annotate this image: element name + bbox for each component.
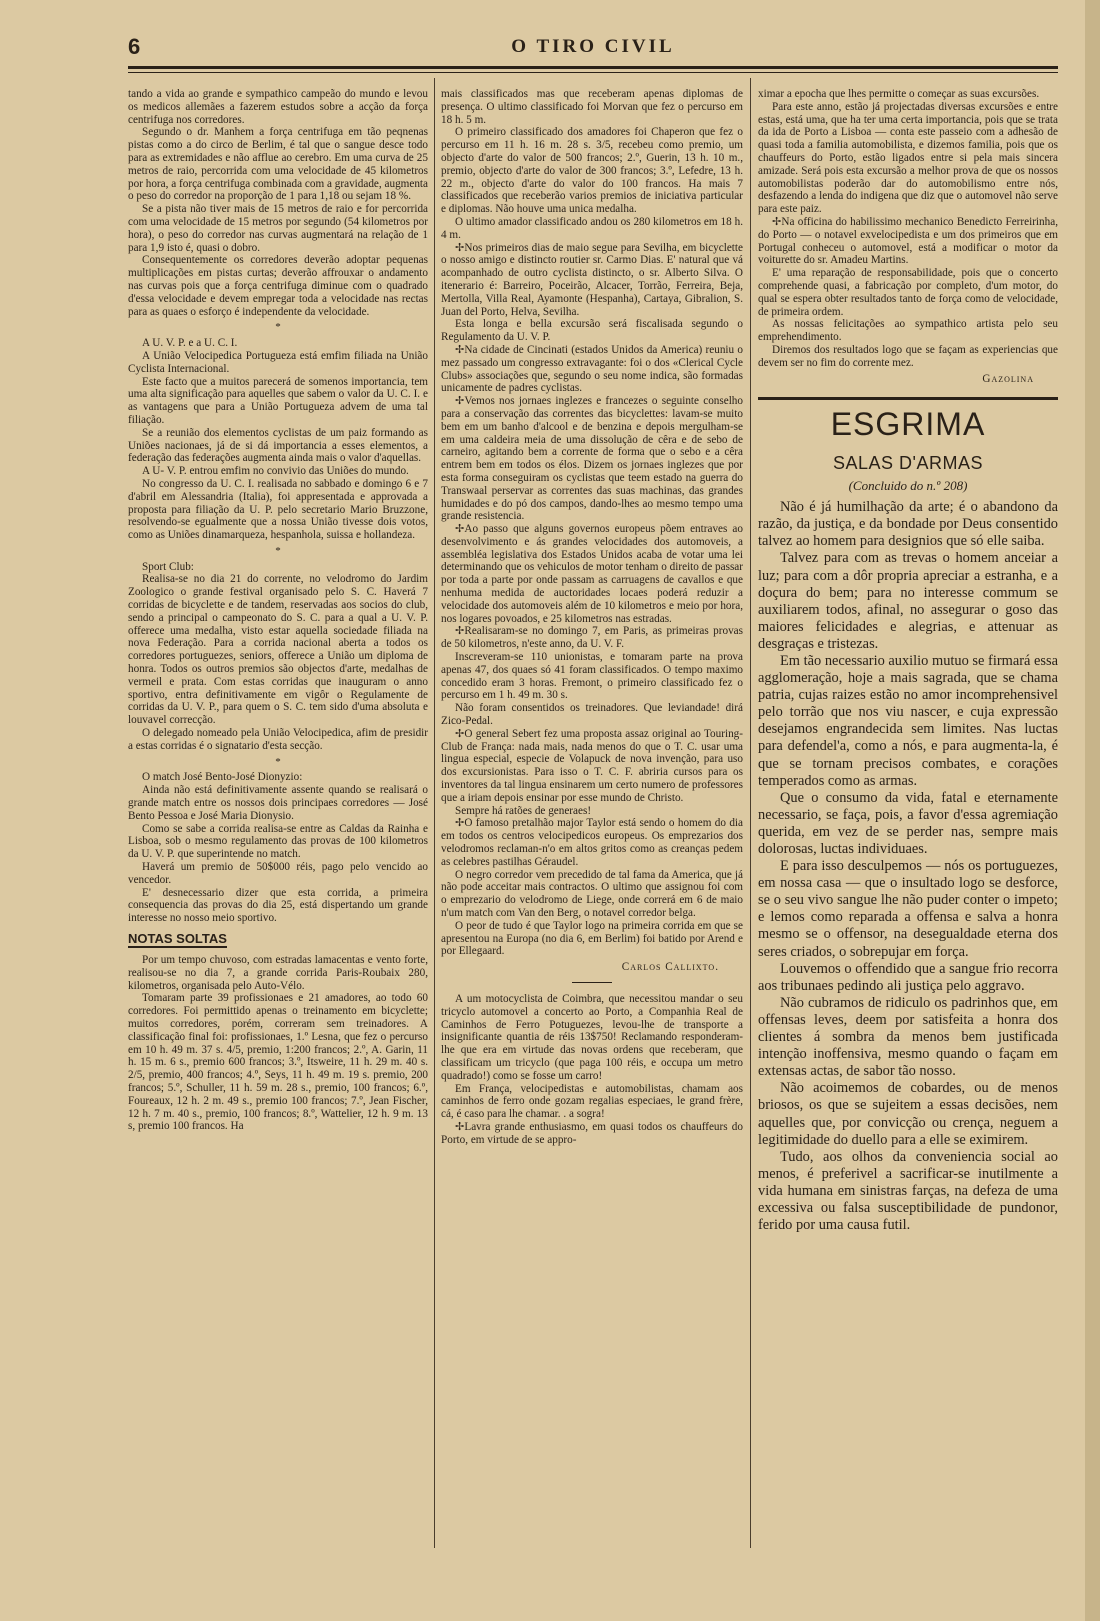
paragraph: Tomaram parte 39 profissionaes e 21 amadores, ao todo 60 corredores. Foi permittido apenas o treinamento em bicyclette; muitos corredores, porém, correram sem treinadores. A classificação final foi: profissionaes, 1.º Lesna, que fez o percurso em 10 h. 49 m. 37 s. 4/5, premio, 1:200 francos; 2.º, A. Garin, 11 h. 15 m. 6 s., premio 600 francos; 3.º, Itsweire, 11 h. 29 m. 40 s. 2/5, premio, 400 francos; 4.º, Seys, 11 h. 49 m. 19 s. premio, 200 francos; 5.º, Schuller, 11 h. 59 m. 28 s., premio, 100 francos; 6.º, Foureaux, 12 h. 2 m. 49 s., premio 100 francos; 7.º, Jean Fischer, 12 h. 7 m. 40 s., premio, 100 francos; 8.º, Wattelier, 12 h. 9 m. 13 s, premio 100 francos. Ha [128,992,428,1133]
paragraph: Este facto que a muitos parecerá de somenos importancia, tem uma alta significação para aquelles que sabem o valor da U. C. I. e as vantagens que para a União Portugueza advem de uma tal filiação. [128,375,428,426]
esgrima-article [758,499,1058,1234]
section-title: ESGRIMA [830,406,986,443]
paragraph: Realisa-se no dia 21 do corrente, no velodromo do Jardim Zoologico o grande festival organisado pelo S. C. Haverá 7 corridas de bicyclette e de tandem, reservadas aos socios do club, sendo a principal o campeonato do S. C. para a qual a U. V. P. offerece uma medalha, visto estar aquella sociedade filiada na nova Federação. Para a corrida nacional aberta a todos os corredores portuguezes, seniors, offerece a União um diploma de honra. Todos os outros premios são objectos d'arte, medalhas de vermeil e prata. Com estas corridas que inauguram o anno sportivo, entra definitivamente em vigôr o Regulamente de corridas da U. V. P., para quem o S. C. tem sido d'uma absoluta e louvavel correcção. [128,573,428,727]
paragraph: Esta longa e bella excursão será fiscalisada segundo o Regulamento da U. V. P. [441,318,743,344]
paragraph: Para este anno, estão já projectadas diversas excursões e entre estas, está uma, que ha ter uma certa importancia, pois que se trata da ida de Porto a Lisboa — conta este passeio com a adhesão de quasi toda a familia automobilista, e dizemos familia, pois que os chauffeurs do Porto, estão ligados entre si pela mais sincera amizade. Será pois esta excursão a melhor prova de que os nossos automobilistas poderão dar do automobilismo entre nós, desfazendo a lenda do indigena que diz que o automovel não serve para este paiz. [758,100,1058,216]
author-signature: Carlos Callixto. [621,961,719,974]
paragraph: Sempre há ratões de generaes! [455,804,592,817]
author-signature: Gazolina [982,372,1034,385]
paragraph: A U- V. P. entrou emfim no convivio das Uniões do mundo. [142,465,409,478]
section-rule [758,397,1058,400]
paragraph: ✢O famoso pretalhão major Taylor está sendo o homem do dia em todos os centros velocipedicos europeus. Os emprezarios dos velodromos reclaman-n'o em altos gritos como as creanças pedem as celebres pastilhas Géraudel. [441,817,743,868]
newspaper-title: O TIRO CIVIL [511,36,675,57]
article-title: SALAS D'ARMAS [833,453,983,474]
paragraph: Consequentemente os corredores deverão adoptar pequenas multiplicações em pistas curtas; deverão affrouxar o andamento nas curvas pois que a força centrifuga diminue com o quadrado d'essa velocidade e devem empregar toda a velocidade nas rectas para as quaes o esforço é independente da velocidade. [128,254,428,318]
page-header [128,30,1058,70]
paragraph: Tudo, aos olhos da conveniencia social ao menos, é preferivel a sacrificar-se inutilmente a vida humana em sinistras farças, na defeza de uma excessiva ou falsa susceptibilidade de pundonor, ferido por uma causa futil. [758,1148,1058,1234]
column-divider-2 [750,78,751,1548]
header-rule-thin [128,72,1058,73]
page-edge [1085,0,1100,1621]
section-heading: A U. V. P. e a U. C. I. [142,337,238,350]
section-heading: Sport Club: [142,560,194,573]
paragraph: Não foram consentidos os treinadores. Que leviandade! dirá Zico-Pedal. [441,702,743,728]
paragraph: O negro corredor vem precedido de tal fama da America, que já não pode acceitar mais contractos. O ultimo que assignou foi com o emprezario do velodromo de Liege, onde correrá em 6 de maio n'um match com Van den Berg, o notavel corredor belga. [441,868,743,919]
page-number: 6 [128,34,141,59]
paragraph: O peor de tudo é que Taylor logo na primeira corrida em que se apresentou na Europa (no dia 6, em Berlim) foi batido por Arend e por Ellegaard. [441,919,743,958]
paragraph: ✢Realisaram-se no domingo 7, em Paris, as primeiras provas de 50 kilometros, n'este anno, da U. V. F. [441,625,743,651]
column-1 [128,88,428,1133]
paragraph: ✢Vemos nos jornaes inglezes e francezes o seguinte conselho para a conservação das correntes das bicyclettes: lavam-se muito bem em um banho d'alcool e de benzina e depois mergulham-se em uma caldeira meia de uma dissolução de cêra e de sebo de carneiro, agitando bem a corrente de forma que o sebo e a cêra entrem bem em todos os élos. Dizem os jornaes inglezes que por esta forma conseguiram os cyclistas que teem estado na guerra do Transwaal perservar as correntes das suas machinas, das grandes humidades e do pó dos campos, dando-lhes ao mesmo tempo uma grande resistencia. [441,395,743,523]
header-rule [128,66,1058,69]
paragraph: Em tão necessario auxilio mutuo se firmará essa agglomeração, hoje a mais sagrada, que se chama patria, cujas raizes estão no amor incomprehensivel pelo torrão que nos viu nascer, e cuja expressão desejamos engrandecida sem limites. Nas luctas para defendel'a, como a nós, e para augmenta-la, é que se tornam precisos combates, e corações temperados como as armas. [758,652,1058,789]
paragraph: Talvez para com as trevas o homem anceiar a luz; para com a dôr propria apreciar a estranha, e a doçura do bem; para no interesse commum se auxiliarem todos, afinal, no assegurar o goso das maiores felicidades e alegrias, e attenuar as desgraças e tristezas. [758,550,1058,652]
paragraph: Diremos dos resultados logo que se façam as experiencias que devem ser no fim do corrente mez. [758,343,1058,369]
paragraph: Não cubramos de ridiculo os padrinhos que, em offensas leves, deem por satisfeita a honra dos clientes á sombra da menos bem justificada intenção inoffensiva, mesmo quando o façam em extensas actas, de sabor tão nosso. [758,994,1058,1080]
paragraph: Segundo o dr. Manhem a força centrifuga em tão peqnenas pistas como a do circo de Berlim, é tal que o sangue desce todo para as extremidades e não afflue ao cerebro. Em uma curva de 25 metros de raio, percorrida com uma velocidade de 45 kilometros por hora, a força centrifuga combinada com a gravidade, augmenta o peso do corredor na proporção de 1 para 1,18 ou sejam 18 %. [128,126,428,203]
paragraph: A União Velocipedica Portugueza está emfim filiada na União Cyclista Internacional. [128,349,428,375]
paragraph: Ainda não está definitivamente assente quando se realisará o grande match entre os nossos dois principaes corredores — José Bento Pessoa e José Maria Dionysio. [128,784,428,822]
column-divider-1 [434,78,435,1548]
paragraph: Não é já humilhação da arte; é o abandono da razão, da justiça, e da bondade por Deus consentido talvez ao homem para designios que só elle saiba. [758,499,1058,550]
paragraph: Não acoimemos de cobardes, ou de menos briosos, os que se sujeitem a essas decisões, nem aquelles que, por convicção ou crença, neguem a legitimidade do duello para a elle se eximirem. [758,1080,1058,1148]
paragraph: ✢Nos primeiros dias de maio segue para Sevilha, em bicyclette o nosso amigo e distincto routier sr. Carmo Dias. E' natural que vá acompanhado de outro cyclista distincto, o sr. Alberto Silva. O itenerario é: Barreiro, Poceirão, Alcacer, Torrão, Ferreira, Beja, Mertolla, Villa Real, Ayamonte (Hespanha), Cartaya, Gibralion, S. Juan del Porto, Helva, Sevilha. [441,241,743,318]
paragraph: ✢Lavra grande enthusiasmo, em quasi todos os chauffeurs do Porto, em virtude de se appro- [441,1120,743,1146]
paragraph: E' desnecessario dizer que esta corrida, a primeira consequencia das provas do dia 25, está dispertando um grande interesse no nosso meio sportivo. [128,886,428,925]
paragraph: E' uma reparação de responsabilidade, pois que o concerto comprehende quasi, a fabricação por completo, d'um motor, do qual se espera obter resultados tanto de força como de velocidade, de primeira ordem. [758,267,1058,318]
paragraph: Por um tempo chuvoso, com estradas lamacentas e vento forte, realisou-se no dia 7, a grande corrida Paris-Roubaix 280, kilometros, organisada pelo Auto-Vélo. [128,954,428,992]
paragraph: Em França, velocipedistas e automobilistas, chamam aos caminhos de ferro onde gozam regalias especiaes, le grand frère, cá, é caso para lhe chamar. . a sogra! [441,1082,743,1121]
article-separator [572,982,612,983]
paragraph: Que o consumo da vida, fatal e eternamente necessario, se faça, pois, a favor d'essa agremiação querida, em vez de se perder nas, sempre mais dolorosas, luctas individuaes. [758,789,1058,857]
column-2 [441,88,743,1147]
paragraph: A um motocyclista de Coimbra, que necessitou mandar o seu tricyclo automovel a concerto ao Porto, a Companhia Real de Caminhos de Ferro Potuguezes, levou-lhe de transporte a insignificante quantia de réis 13$750! Reclamando responderam-lhe que era em virtude das novas ordens que receberam, que classificam um tricyclo (que paga 100 réis, e occupa um metro quadrado!) como se fosse um carro! [441,992,743,1082]
paragraph: ✢Na cidade de Cincinati (estados Unidos da America) reuniu o mez passado um congresso extravagante: foi o dos «Clerical Cycle Clubs» associações que, segundo o seu nome indica, são formadas unicamente de padres cyclistas. [441,343,743,395]
paragraph: O delegado nomeado pela União Velocipedica, afim de presidir a estas corridas é o signatario d'esta secção. [128,727,428,752]
paragraph: Se a reunião dos elementos cyclistas de um paiz formando as Uniões nacionaes, já de si dá importancia a esses elementos, a federação das federações augmenta ainda mais o valor d'aquellas. [128,426,428,465]
paragraph: Louvemos o offendido que a sangue frio recorra aos tribunaes pedindo ali justiça pelo aggravo. [758,960,1058,994]
paragraph: ✢O general Sebert fez uma proposta assaz original ao Touring-Club de França: nada mais, nada menos do que o T. C. usar uma lingua especial, especie de Volapuck de nova invenção, para uso dos excursionistas. Para isso o T. C. F. abriria cursos para os inventores da tal lingua ensinarem um certo numero de professores que a iriam depois ensinar por esse mundo de Christo. [441,727,743,804]
column-3 [758,88,1058,1234]
continuation-note: (Concluido do n.º 208) [848,478,968,494]
section-separator: * [275,321,281,334]
section-separator: * [275,544,281,557]
paragraph: Como se sabe a corrida realisa-se entre as Caldas da Rainha e Lisboa, sob o mesmo regulamento das provas de 100 kilometros da U. V. P. que superintende no match. [128,822,428,861]
paragraph: mais classificados mas que receberam apenas diplomas de presença. O ultimo classificado foi Morvan que fez o percurso em 18 h. 5 m. [441,88,743,126]
notas-soltas-heading: NOTAS SOLTAS [128,931,227,946]
paragraph: ✢Na officina do habilissimo mechanico Benedicto Ferreirinha, do Porto — o notavel exvelocipedista e um dos primeiros que em Portugal conheceu o automovel, está a modificar o motor da voiturette do sr. Amadeu Martins. [758,215,1058,267]
section-heading: O match José Bento-José Dionyzio: [142,771,303,784]
section-separator: * [275,755,281,768]
paragraph: ximar a epocha que lhes permitte o começar as suas excursões. [758,88,1040,100]
paragraph: Inscreveram-se 110 unionistas, e tomaram parte na prova apenas 47, dos quaes só 41 foram classificados. O tempo maximo concedido eram 3 horas. Fremont, o primeiro classificado fez o percurso em 1 h. 49 m. 30 s. [441,651,743,702]
paragraph: E para isso desculpemos — nós os portuguezes, em nossa casa — que o insultado logo se desforce, se o seu vivo sangue lhe não puder conter o impeto; e lemos como reparada a offensa e salva a honra mesmo se o offensor, na desegualdade eterna dos seres criados, o sobrepujar em força. [758,858,1058,960]
paragraph: As nossas felicitações ao sympathico artista pelo seu emprehendimento. [758,318,1058,344]
paragraph: tando a vida ao grande e sympathico campeão do mundo e levou os medicos allemães a fazerem estudos sobre a acção da força centrifuga nos corredores. [128,88,428,126]
paragraph: No congresso da U. C. I. realisada no sabbado e domingo 6 e 7 d'abril em Alessandria (Italia), foi appresentada e approvada a proposta para filiação da U. P. pelo secretario Mario Bruzzone, resolvendo-se egualmente que a nossa União tivesse dois votos, como as Uniões dinamarqueza, hespanhola, suissa e hollandeza. [128,477,428,542]
paragraph: O ultimo amador classificado andou os 280 kilometros em 18 h. 4 m. [441,215,743,241]
paragraph: Se a pista não tiver mais de 15 metros de raio e for percorrida com uma velocidade de 15 metros por segundo (54 kilometros por hora), o peso do corredor nas curvas augmentará na relação de 1 para 1,9 isto é, quasi o dobro. [128,203,428,254]
paragraph: O primeiro classificado dos amadores foi Chaperon que fez o percurso em 11 h. 16 m. 28 s. 3/5, recebeu como premio, um objecto d'arte do valor de 500 francos; 2.º, Guerin, 13 h. 10 m., premio, objecto d'arte do valor de 300 francos; 3.º, Lefedre, 13 h. 22 m., objecto d'arte do valor do 100 francos. Ha mais 7 classificados que receberão varios premios de iniciativa particular e diplomas. Não houve uma unica medalha. [441,126,743,216]
paragraph: ✢Ao passo que alguns governos europeus põem entraves ao desenvolvimento e ás grandes velocidades dos automoveis, a assembléa legislativa dos Estados Unidos acaba de votar uma lei determinando que os vehiculos de motor tenham o direito de passar por toda a parte por onde passam as carruagens de cavallos e que nenhuma medida de auctoridades locaes poderá reduzir a velocidade dos automoveis além de 10 kilometros e meio por hora, nos logares povoados, e 25 kilometros nas estradas. [441,523,743,625]
paragraph: Haverá um premio de 50$000 réis, pago pelo vencido ao vencedor. [128,861,428,886]
